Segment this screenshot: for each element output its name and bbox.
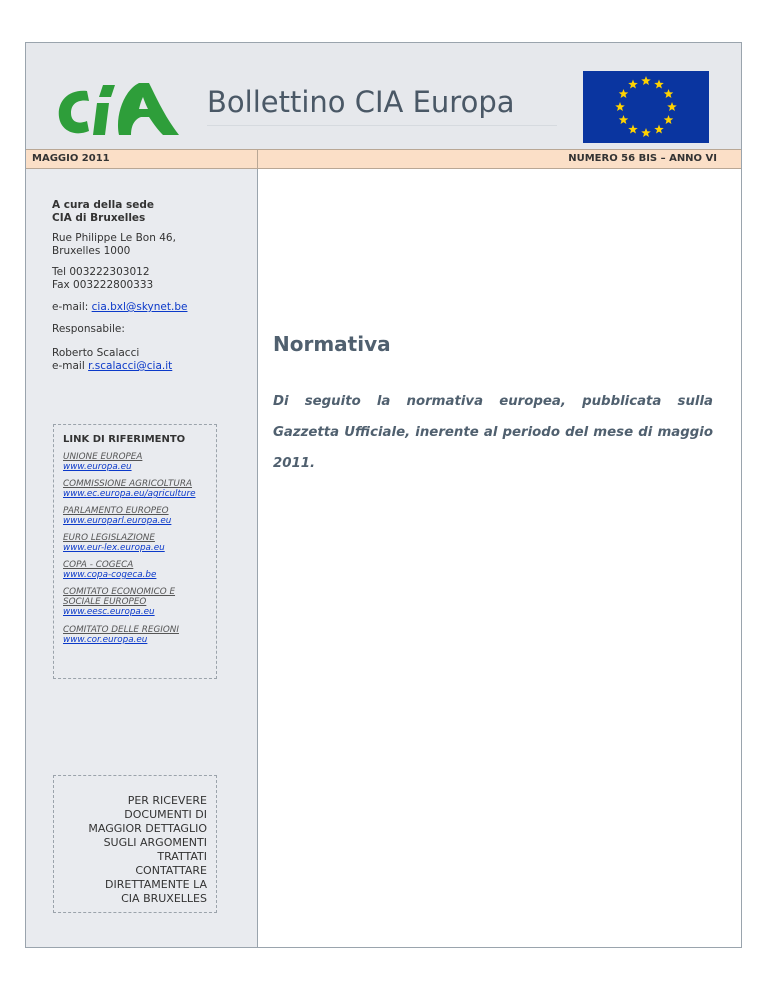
- link-name: EURO LEGISLAZIONE: [63, 533, 155, 543]
- address-line-1: Rue Philippe Le Bon 46,: [52, 232, 176, 244]
- link-name: COPA - COGECA: [63, 560, 134, 570]
- curated-by: A cura della sede: [52, 199, 154, 211]
- address-line-2: Bruxelles 1000: [52, 245, 131, 257]
- link-item[interactable]: [63, 560, 156, 580]
- link-item[interactable]: [63, 452, 142, 472]
- responsible-name: Roberto Scalacci: [52, 347, 140, 359]
- sidebar: [26, 169, 258, 947]
- responsible-email-link[interactable]: r.scalacci@cia.it: [88, 360, 173, 372]
- curated-block: [52, 199, 154, 225]
- section-title: Normativa: [273, 332, 391, 356]
- link-item[interactable]: [63, 587, 175, 617]
- contact-info-text: [67, 794, 207, 906]
- email-block: [52, 301, 187, 314]
- responsible-label: Responsabile:: [52, 323, 125, 335]
- info-line: CIA BRUXELLES: [121, 892, 207, 905]
- info-line: TRATTATI: [157, 850, 207, 863]
- link-name: COMITATO DELLE REGIONI: [63, 625, 179, 635]
- link-name: COMMISSIONE AGRICOLTURA: [63, 479, 193, 489]
- cia-logo: [53, 77, 183, 139]
- link-url[interactable]: www.eesc.europa.eu: [63, 607, 155, 617]
- info-line: DOCUMENTI DI: [124, 808, 207, 821]
- link-url[interactable]: www.ec.europa.eu/agriculture: [63, 489, 196, 499]
- links-title: LINK DI RIFERIMENTO: [63, 434, 186, 445]
- link-url[interactable]: www.europarl.europa.eu: [63, 516, 172, 526]
- info-line: DIRETTAMENTE LA: [105, 878, 207, 891]
- bulletin-page: [25, 42, 742, 948]
- info-line: CONTATTARE: [135, 864, 207, 877]
- link-url[interactable]: www.cor.europa.eu: [63, 635, 148, 645]
- email-label: e-mail:: [52, 301, 92, 313]
- reference-links-box: [53, 424, 217, 679]
- link-name: COMITATO ECONOMICO E: [63, 587, 176, 597]
- eu-flag: [583, 71, 709, 143]
- header: [26, 43, 741, 150]
- link-url[interactable]: www.europa.eu: [63, 462, 132, 472]
- email-link[interactable]: cia.bxl@skynet.be: [91, 301, 188, 313]
- link-name-line-2: SOCIALE EUROPEO: [63, 597, 147, 607]
- link-item[interactable]: [63, 479, 196, 499]
- link-name: PARLAMENTO EUROPEO: [63, 506, 169, 516]
- telephone: Tel 003222303012: [52, 266, 150, 278]
- fax: Fax 003222800333: [52, 279, 154, 291]
- info-line: PER RICEVERE: [127, 794, 207, 807]
- link-name: UNIONE EUROPEA: [63, 452, 143, 462]
- link-item[interactable]: [63, 506, 171, 526]
- link-url[interactable]: www.eur-lex.europa.eu: [63, 543, 165, 553]
- link-item[interactable]: [63, 625, 179, 645]
- issue-number: NUMERO 56 BIS – ANNO VI: [568, 153, 717, 164]
- address-block: [52, 232, 176, 258]
- info-line: SUGLI ARGOMENTI: [103, 836, 207, 849]
- info-line: MAGGIOR DETTAGLIO: [88, 822, 207, 835]
- office-name: CIA di Bruxelles: [52, 212, 146, 224]
- bulletin-title: Bollettino CIA Europa: [207, 85, 515, 119]
- title-divider: [207, 125, 557, 126]
- responsible-email-label: e-mail: [52, 360, 89, 372]
- section-intro: Di seguito la normativa europea, pubblicata sulla Gazzetta Ufficiale, inerente al periodo del mese di maggio 2011.: [273, 394, 713, 471]
- phone-block: [52, 266, 153, 292]
- link-item[interactable]: [63, 533, 165, 553]
- link-url[interactable]: www.copa-cogeca.be: [63, 570, 157, 580]
- responsible-block: [52, 347, 172, 373]
- bar-divider: [257, 150, 258, 168]
- issue-bar: [26, 149, 741, 169]
- issue-date: MAGGIO 2011: [32, 153, 110, 164]
- contact-info-box: [53, 775, 217, 913]
